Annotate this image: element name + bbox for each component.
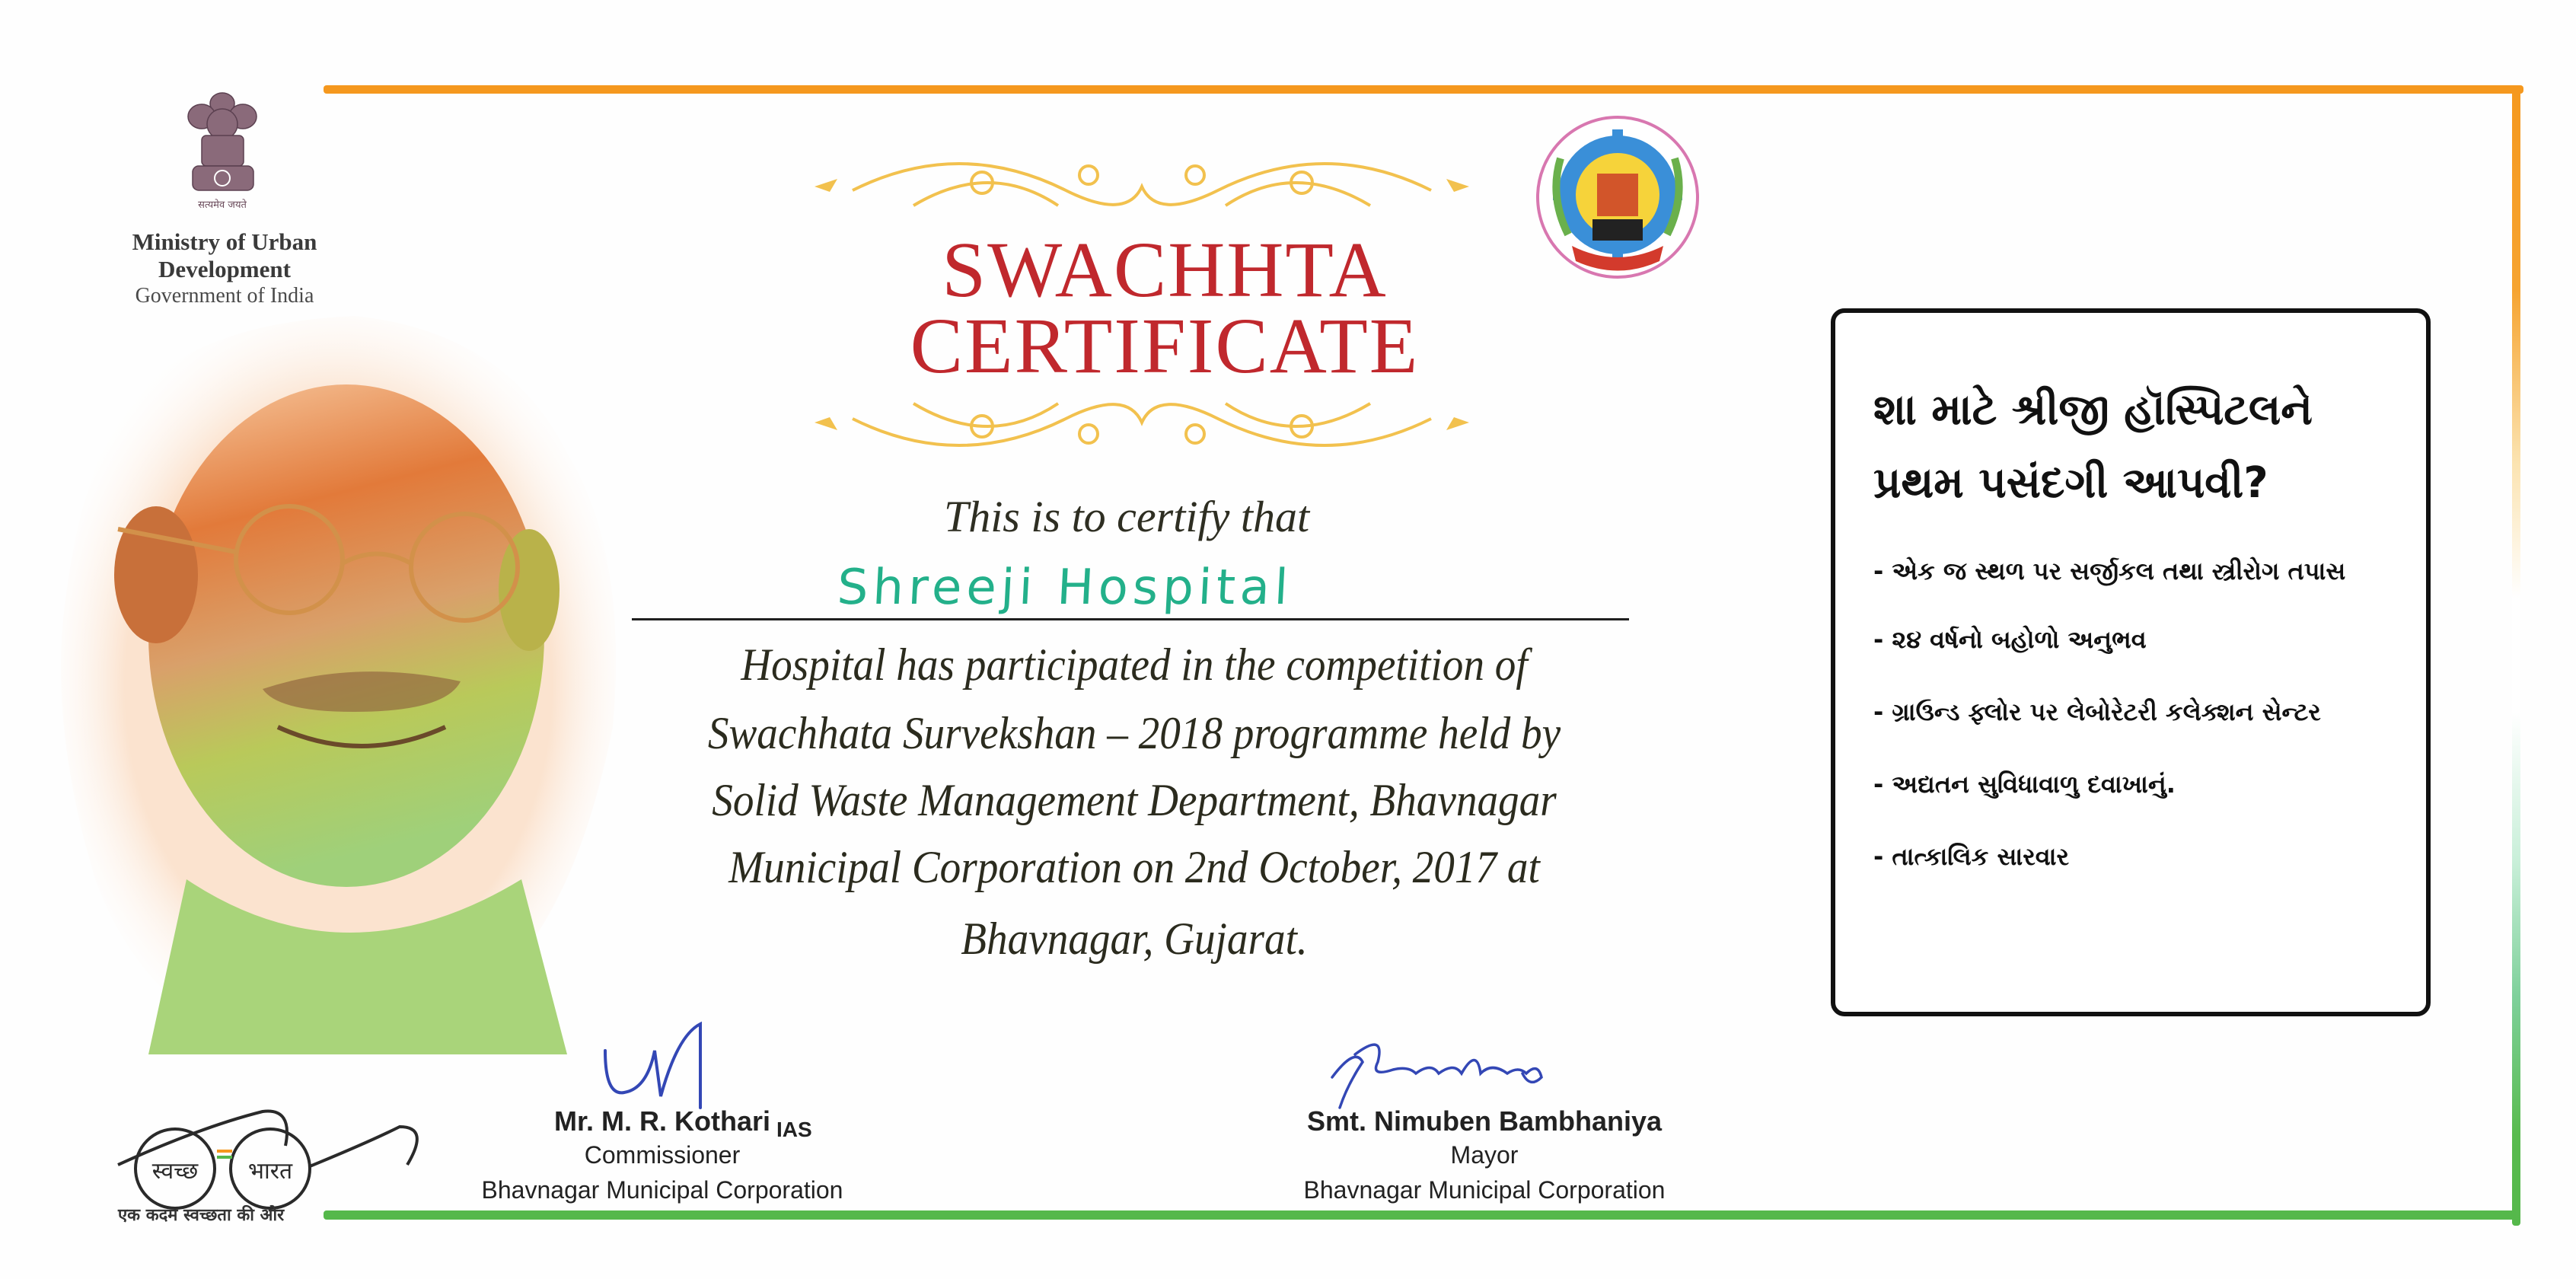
gandhi-portrait-image	[34, 301, 658, 1070]
ministry-line1: Ministry of Urban	[132, 228, 317, 255]
why-choose-heading-line1: શા માટે શ્રીજી હૉસ્પિટલને	[1873, 385, 2313, 435]
signatory-org: Bhavnagar Municipal Corporation	[1303, 1176, 1666, 1204]
emblem-motto: सत्यमेव जयते	[198, 199, 247, 211]
signatory-role: Commissioner	[584, 1141, 741, 1169]
border-bottom-green	[324, 1210, 2516, 1220]
bmc-seal-icon	[1530, 113, 1705, 282]
signatory-org: Bhavnagar Municipal Corporation	[481, 1176, 843, 1204]
commissioner-signature-icon	[594, 1020, 731, 1112]
body-line-3: Solid Waste Management Department, Bhavnagar	[712, 775, 1557, 825]
certify-statement: This is to certify that	[943, 492, 1310, 541]
list-item: - એક જ સ્થળ પર સર્જીકલ તથા સ્ત્રીરોગ તપાસ	[1873, 557, 2346, 585]
signatory-name: Smt. Nimuben Bambhaniya	[1306, 1105, 1663, 1137]
body-line-5: Bhavnagar, Gujarat.	[961, 914, 1308, 964]
ministry-line3: Government of India	[135, 284, 314, 308]
border-right-gradient	[2512, 85, 2520, 1226]
certificate-title-line1: SWACHHTA	[942, 226, 1388, 314]
ornament-bottom-icon	[807, 381, 1477, 464]
list-item: - ૨૪ વર્ષનો બહોળો અનુભવ	[1873, 625, 2147, 654]
signatory-suffix: IAS	[776, 1118, 812, 1141]
recipient-name: Shreeji Hospital	[836, 560, 1294, 616]
list-item: - અદ્યતન સુવિધાવાળુ દવાખાનું.	[1873, 770, 2176, 799]
why-choose-heading-line2: પ્રથમ પસંદગી આપવી?	[1873, 458, 2268, 508]
signatory-mayor	[1279, 1105, 1690, 1207]
body-line-2: Swachhata Survekshan – 2018 programme held by	[707, 708, 1561, 758]
why-choose-box	[1831, 308, 2431, 1016]
signatory-name: Mr. M. R. Kothari	[553, 1105, 770, 1137]
body-line-4: Municipal Corporation on 2nd October, 2017 at	[728, 842, 1540, 892]
list-item: - ગ્રાઉન્ડ ફ્લોર પર લેબોરેટરી કલેક્શન સેન્ટર	[1873, 697, 2321, 726]
ashoka-emblem-icon	[179, 82, 266, 219]
certificate-title-line2: CERTIFICATE	[910, 302, 1420, 390]
body-line-1: Hospital has participated in the competition of	[741, 640, 1528, 690]
ministry-line2: Development	[158, 256, 291, 282]
mayor-signature-icon	[1325, 1032, 1553, 1115]
bharat-lens-label: भारत	[247, 1158, 293, 1185]
swachh-bharat-tagline: एक कदम स्वच्छता की ओर	[118, 1206, 285, 1225]
ornament-top-icon	[807, 145, 1477, 228]
list-item: - તાત્કાલિક સારવાર	[1873, 842, 2070, 871]
ministry-label	[107, 228, 343, 309]
why-choose-heading	[1873, 374, 2313, 520]
signatory-role: Mayor	[1450, 1141, 1519, 1169]
swachh-lens-label: स्वच्छ	[151, 1158, 199, 1185]
recipient-underline	[632, 618, 1629, 620]
border-top-saffron	[324, 85, 2523, 94]
